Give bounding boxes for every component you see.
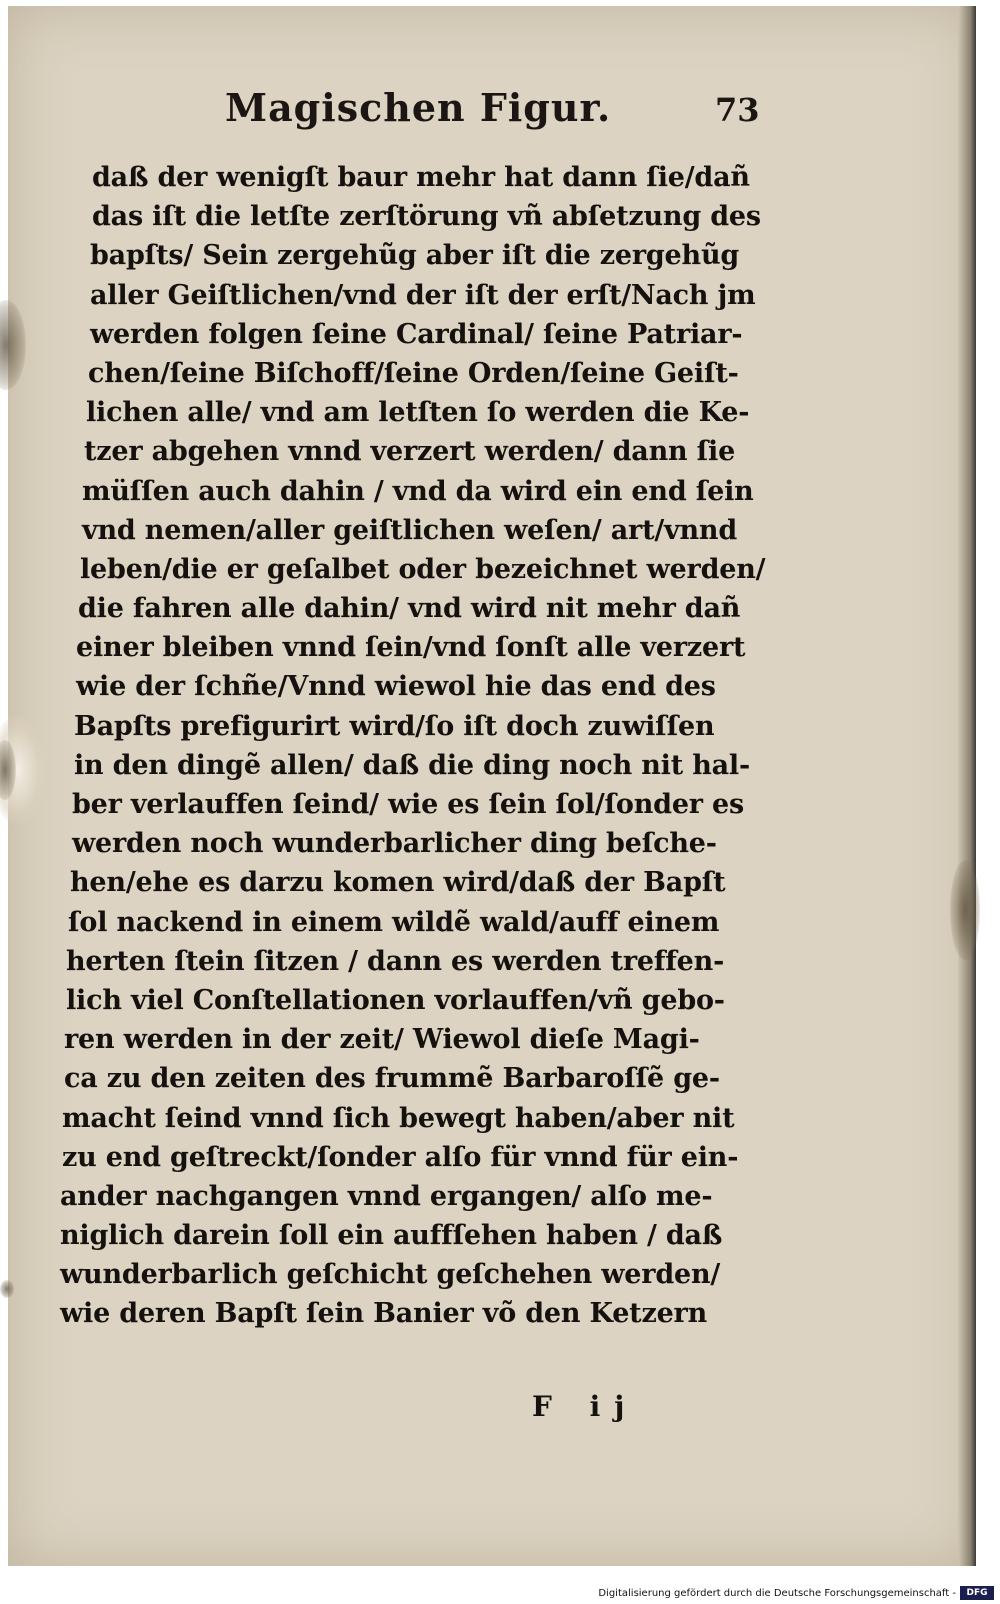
- text-line: das iſt die letſte zerſtörung vñ abſetzung des: [92, 201, 761, 233]
- text-line: in den dingẽ allen/ daß die ding noch nit hal-: [74, 749, 750, 781]
- text-line: leben/die er geſalbet oder bezeichnet werden/: [80, 553, 766, 585]
- text-line: herten ſtein ſitzen / dann es werden treffen-: [66, 945, 725, 977]
- text-line: niglich darein ſoll ein auffſehen haben / daß: [60, 1220, 723, 1252]
- text-line: daß der wenigſt baur mehr hat dann ſie/dañ: [92, 162, 750, 193]
- text-line: wunderbarlich geſchicht geſchehen werden/: [60, 1259, 721, 1291]
- page-edge-shadow: [958, 6, 976, 1566]
- paper-damage-spot: [950, 860, 980, 960]
- text-line: macht ſeind vnnd ſich bewegt haben/aber nit: [62, 1102, 735, 1134]
- text-line: zu end geſtreckt/ſonder alſo für vnnd für ein-: [62, 1141, 739, 1173]
- text-line: aller Geiſtlichen/vnd der iſt der erſt/Nach jm: [90, 279, 756, 311]
- text-line: müſſen auch dahin / vnd da wird ein end ſein: [82, 475, 754, 507]
- text-line: lichen alle/ vnd am letſten ſo werden die Ke-: [86, 397, 750, 429]
- body-text: [60, 158, 780, 1334]
- text-line: ca zu den zeiten des frummẽ Barbaroſſẽ ge-: [64, 1063, 720, 1095]
- text-line: ren werden in der zeit/ Wiewol dieſe Magi-: [64, 1024, 700, 1056]
- text-line: wie deren Bapſt ſein Banier võ den Ketzern: [60, 1298, 708, 1330]
- signature-mark: F ij: [532, 1390, 639, 1423]
- text-line: tzer abgehen vnnd verzert werden/ dann ſie: [84, 436, 736, 468]
- paper-damage-spot: [0, 1280, 14, 1298]
- text-line: werden noch wunderbarlicher ding beſche-: [72, 828, 717, 860]
- page-header: [225, 85, 785, 145]
- text-line: ber verlauffen ſeind/ wie es ſein ſol/ſonder es: [72, 789, 745, 820]
- text-line: lich viel Conſtellationen vorlauffen/vñ gebo-: [66, 984, 725, 1016]
- running-title: Magischen Figur.: [225, 85, 612, 130]
- text-line: einer bleiben vnnd ſein/vnd ſonſt alle verzert: [76, 632, 746, 664]
- digitization-credit: Digitalisierung gefördert durch die Deutsche Forschungsgemeinschaft -: [598, 1588, 956, 1599]
- text-line: Bapſts prefigurirt wird/ſo iſt doch zuwiſſen: [74, 710, 715, 742]
- text-line: die fahren alle dahin/ vnd wird nit mehr dañ: [78, 593, 741, 625]
- text-line: ander nachgangen vnnd ergangen/ alſo me-: [60, 1180, 713, 1212]
- text-line: ſol nackend in einem wildẽ wald/auff einem: [68, 906, 720, 938]
- text-line: chen/ſeine Biſchoff/ſeine Orden/ſeine Geiſt-: [88, 357, 739, 389]
- text-line: werden folgen ſeine Cardinal/ ſeine Patriar-: [90, 318, 743, 350]
- text-line: hen/ehe es darzu komen wird/daß der Bapſt: [70, 867, 726, 899]
- dfg-logo: DFG: [960, 1586, 994, 1600]
- page-number: 73: [715, 91, 760, 129]
- text-line: vnd nemen/aller geiſtlichen weſen/ art/vnnd: [82, 514, 738, 546]
- text-line: bapſts/ Sein zergehũg aber iſt die zergehũg: [90, 240, 740, 272]
- text-line: wie der ſchñe/Vnnd wiewol hie das end des: [76, 671, 716, 703]
